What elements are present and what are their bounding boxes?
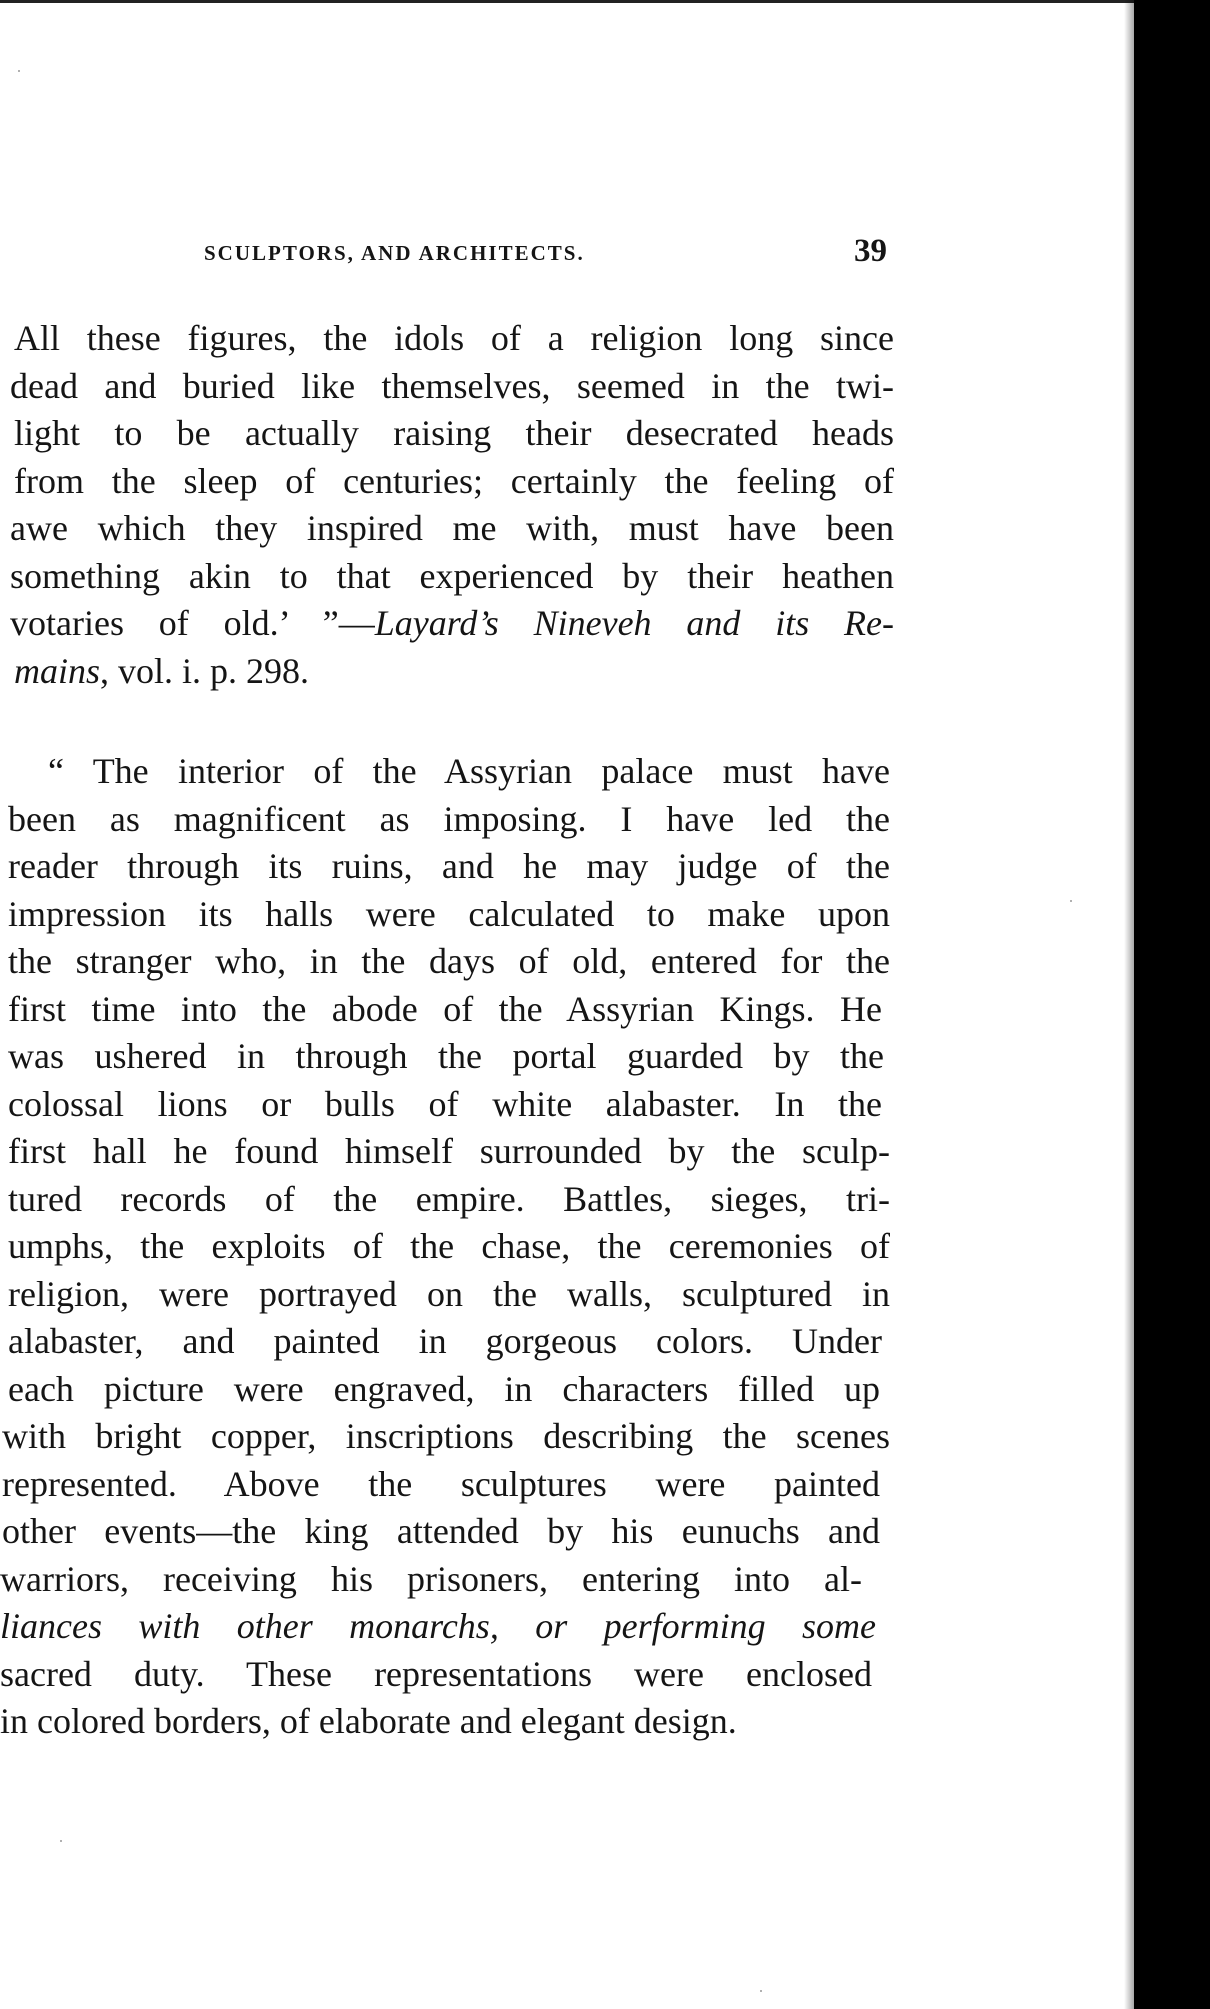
text-line: represented. Above the sculptures were painted	[2, 1463, 880, 1504]
text-line: first time into the abode of the Assyrian Kings. He	[8, 988, 882, 1029]
text-line: dead and buried like themselves, seemed in the twi-	[10, 365, 894, 406]
running-head: SCULPTORS, AND ARCHITECTS.	[204, 241, 585, 265]
text-line: first hall he found himself surrounded by the sculp-	[8, 1131, 890, 1171]
paragraph-palace-interior	[0, 748, 890, 1746]
text-line: other events—the king attended by his eunuchs and	[2, 1511, 880, 1551]
text-line: awe which they inspired me with, must have been	[10, 508, 894, 548]
page-header	[204, 233, 904, 273]
italic-text-line: liances with other monarchs, or performing some	[0, 1606, 876, 1646]
scan-speck	[760, 1990, 762, 1992]
text-line: colossal lions or bulls of white alabaster. In the	[8, 1083, 882, 1124]
text-line: reader through its ruins, and he may judge of the	[8, 846, 890, 886]
book-edge	[1134, 0, 1210, 2009]
book-gutter-shadow	[1124, 0, 1134, 2009]
text-line: from the sleep of centuries; certainly the feeling of	[14, 460, 894, 501]
scan-speck	[18, 70, 20, 72]
text-line: religion, were portrayed on the walls, sculptured in	[8, 1273, 890, 1314]
text-line: with bright copper, inscriptions describing the scenes	[2, 1416, 890, 1456]
text-line: tured records of the empire. Battles, sieges, tri-	[8, 1178, 890, 1219]
citation-reference: , vol. i. p. 298.	[100, 650, 310, 691]
citation-title: Layard’s Nineveh and its Re-	[374, 603, 894, 643]
text-line: “ The interior of the Assyrian palace must have	[48, 751, 890, 791]
page-number: 39	[854, 233, 887, 269]
scan-speck	[1070, 900, 1072, 902]
text-line: alabaster, and painted in gorgeous colors. Under	[8, 1321, 882, 1361]
text-line: light to be actually raising their desecrated heads	[14, 413, 894, 453]
page-top-edge	[0, 0, 1140, 3]
text-line: All these figures, the idols of a religion long since	[14, 318, 894, 358]
scan-speck	[60, 1840, 62, 1842]
text-line: impression its halls were calculated to make upon	[8, 893, 890, 934]
text-line: each picture were engraved, in characters filled up	[8, 1368, 880, 1409]
citation-prefix: votaries of old.’ ”—	[10, 603, 375, 643]
citation-line	[10, 600, 894, 648]
citation-line	[14, 648, 894, 696]
text-line: been as magnificent as imposing. I have led the	[8, 798, 890, 839]
text-line: umphs, the exploits of the chase, the ceremonies of	[8, 1226, 890, 1266]
paragraph-quote-end	[10, 315, 894, 695]
text-line: in colored borders, of elaborate and elegant design.	[0, 1701, 737, 1741]
text-line: warriors, receiving his prisoners, entering into al-	[0, 1558, 862, 1599]
citation-title-end: mains	[14, 650, 101, 691]
text-line: the stranger who, in the days of old, entered for the	[8, 941, 890, 981]
text-line: sacred duty. These representations were enclosed	[0, 1653, 872, 1694]
text-line: was ushered in through the portal guarded by the	[8, 1036, 884, 1076]
text-line: something akin to that experienced by their heathen	[10, 555, 894, 596]
